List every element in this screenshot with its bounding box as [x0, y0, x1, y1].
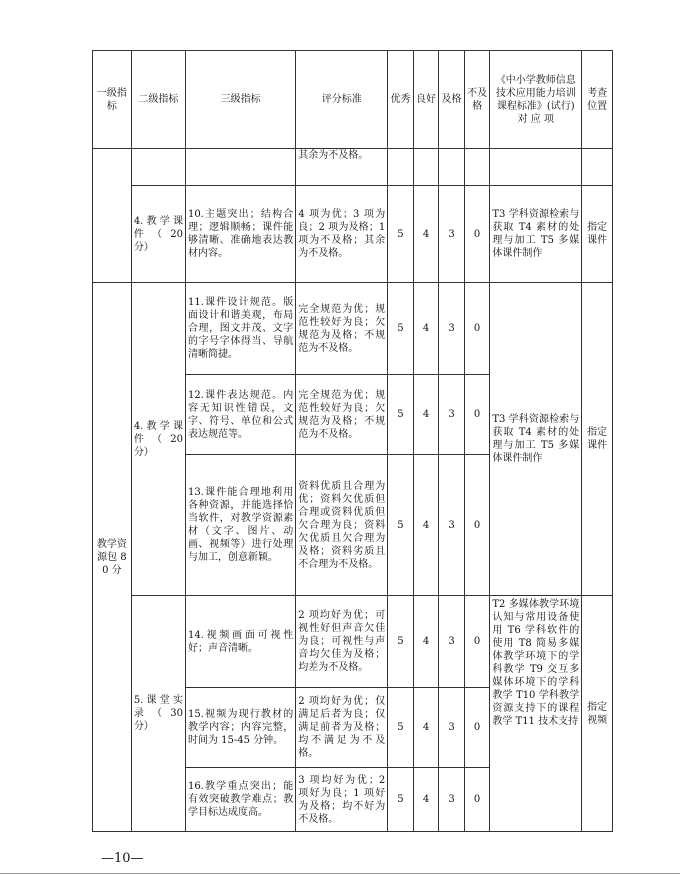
score-excellent: 5 — [388, 688, 414, 768]
criteria-cell: 完全规范为优；规范性较好为良；欠规范为及格；不规范为不及格。 — [296, 375, 388, 455]
score-fail: 0 — [464, 455, 490, 596]
level3-cell: 14.视频画面可视性好；声音清晰。 — [185, 596, 295, 688]
score-excellent: 5 — [388, 596, 414, 688]
criteria-cell: 资料优质且合理为优；资料欠优质但合理或资料优质但欠合理为良；资料欠优质且欠合理为及格；资料劣质且不合理为不及格。 — [296, 455, 388, 596]
page-number: —10— — [101, 851, 144, 866]
score-pass: 3 — [439, 375, 465, 455]
level3-cell: 10.主题突出；结构合理；逻辑顺畅；课件能够清晰、准确地表达教材内容。 — [185, 186, 295, 283]
criteria-cell: 2 项均好为优；可视性好但声音欠佳为良；可视性与声音均欠佳为及格；均差为不及格。 — [296, 596, 388, 688]
score-fail: 0 — [464, 186, 490, 283]
table-row — [93, 596, 613, 688]
score-excellent: 5 — [388, 283, 414, 375]
criteria-cell: 3 项均好为优；2 项好为良；1 项好为及格；均不好为不及格。 — [296, 768, 388, 832]
table-row — [93, 186, 613, 283]
standard-cell: T3 学科资源检索与获取 T4 素材的处理与加工 T5 多媒体课件制作 — [490, 283, 582, 596]
score-fail: 0 — [464, 596, 490, 688]
score-good: 4 — [413, 688, 439, 768]
standard-cell: T2 多媒体教学环境认知与常用设备使用 T6 学科软件的使用 T8 简易多媒体教学环境下的学科教学 T9 交互多媒体环境下的学科教学 T10 学科教学资源支持下的课程教学 T11 技术支持 — [490, 596, 582, 832]
score-fail: 0 — [464, 283, 490, 375]
score-pass: 3 — [439, 688, 465, 768]
level3-cell: 11.课件设计规范。版面设计和谐美观，布局合理，图文并茂、文字的字号字体得当、导航清晰简捷。 — [185, 283, 295, 375]
position-cell: 指定视频 — [582, 596, 613, 832]
score-good: 4 — [413, 596, 439, 688]
header-level1: 一级指标 — [93, 51, 132, 149]
header-level3: 三级指标 — [185, 51, 295, 149]
score-excellent: 5 — [388, 455, 414, 596]
score-pass: 3 — [439, 455, 465, 596]
score-good: 4 — [413, 283, 439, 375]
position-cell: 指定课件 — [582, 186, 613, 283]
score-pass: 3 — [439, 768, 465, 832]
level3-cell: 13.课件能合理地利用各种资源，并能选择恰当软件，对教学资源素材（文字、图片、动画、视频等）进行处理与加工，创意新颖。 — [185, 455, 295, 596]
score-pass: 3 — [439, 283, 465, 375]
table-row — [93, 149, 613, 186]
level3-cell: 15.视频为现行教材的教学内容；内容完整，时间为 15-45 分钟。 — [185, 688, 295, 768]
score-pass: 3 — [439, 186, 465, 283]
position-cell: 指定课件 — [582, 283, 613, 596]
header-position: 考查位置 — [582, 51, 613, 149]
header-pass: 及格 — [439, 51, 465, 149]
level2-cell: 5. 课 堂 实 录 （ 30 分） — [131, 596, 185, 832]
header-level2: 二级指标 — [131, 51, 185, 149]
header-standard: 《中小学教师信息技术应用能力培训课程标准》(试行) 对 应 项 — [490, 51, 582, 149]
score-fail: 0 — [464, 688, 490, 768]
criteria-cell: 完全规范为优；规范性较好为良；欠规范为及格；不规范为不及格。 — [296, 283, 388, 375]
score-excellent: 5 — [388, 186, 414, 283]
level2-cell: 4. 教 学 课 件 （ 20 分） — [131, 283, 185, 596]
criteria-cell: 2 项均好为优；仅满足后者为良；仅满足前者为及格；均不满足为不及格。 — [296, 688, 388, 768]
header-row — [93, 51, 613, 149]
bottom-divider — [0, 873, 680, 874]
score-pass: 3 — [439, 596, 465, 688]
level3-cell: 16.教学重点突出；能有效突破教学难点；教学目标达成度高。 — [185, 768, 295, 832]
score-fail: 0 — [464, 375, 490, 455]
score-good: 4 — [413, 455, 439, 596]
score-good: 4 — [413, 186, 439, 283]
level3-cell: 12.课件表达规范。内容无知识性错误，文字、符号、单位和公式表达规范等。 — [185, 375, 295, 455]
header-excellent: 优秀 — [388, 51, 414, 149]
criteria-cell: 其余为不及格。 — [296, 149, 388, 186]
score-good: 4 — [413, 375, 439, 455]
evaluation-table — [92, 50, 613, 832]
level1-cell: 教学资源包 80 分 — [93, 283, 132, 832]
level2-cell: 4. 教 学 课 件 （ 20 分） — [131, 186, 185, 283]
score-excellent: 5 — [388, 768, 414, 832]
criteria-cell: 4 项为优；3 项为良；2 项为及格；1 项为不及格；其余为不及格。 — [296, 186, 388, 283]
level1-cell-empty — [93, 149, 132, 283]
score-fail: 0 — [464, 768, 490, 832]
header-fail: 不及格 — [464, 51, 490, 149]
header-criteria: 评分标准 — [296, 51, 388, 149]
standard-cell: T3 学科资源检索与获取 T4 素材的处理与加工 T5 多媒体课件制作 — [490, 186, 582, 283]
table-row — [93, 283, 613, 375]
header-good: 良好 — [413, 51, 439, 149]
score-good: 4 — [413, 768, 439, 832]
score-excellent: 5 — [388, 375, 414, 455]
